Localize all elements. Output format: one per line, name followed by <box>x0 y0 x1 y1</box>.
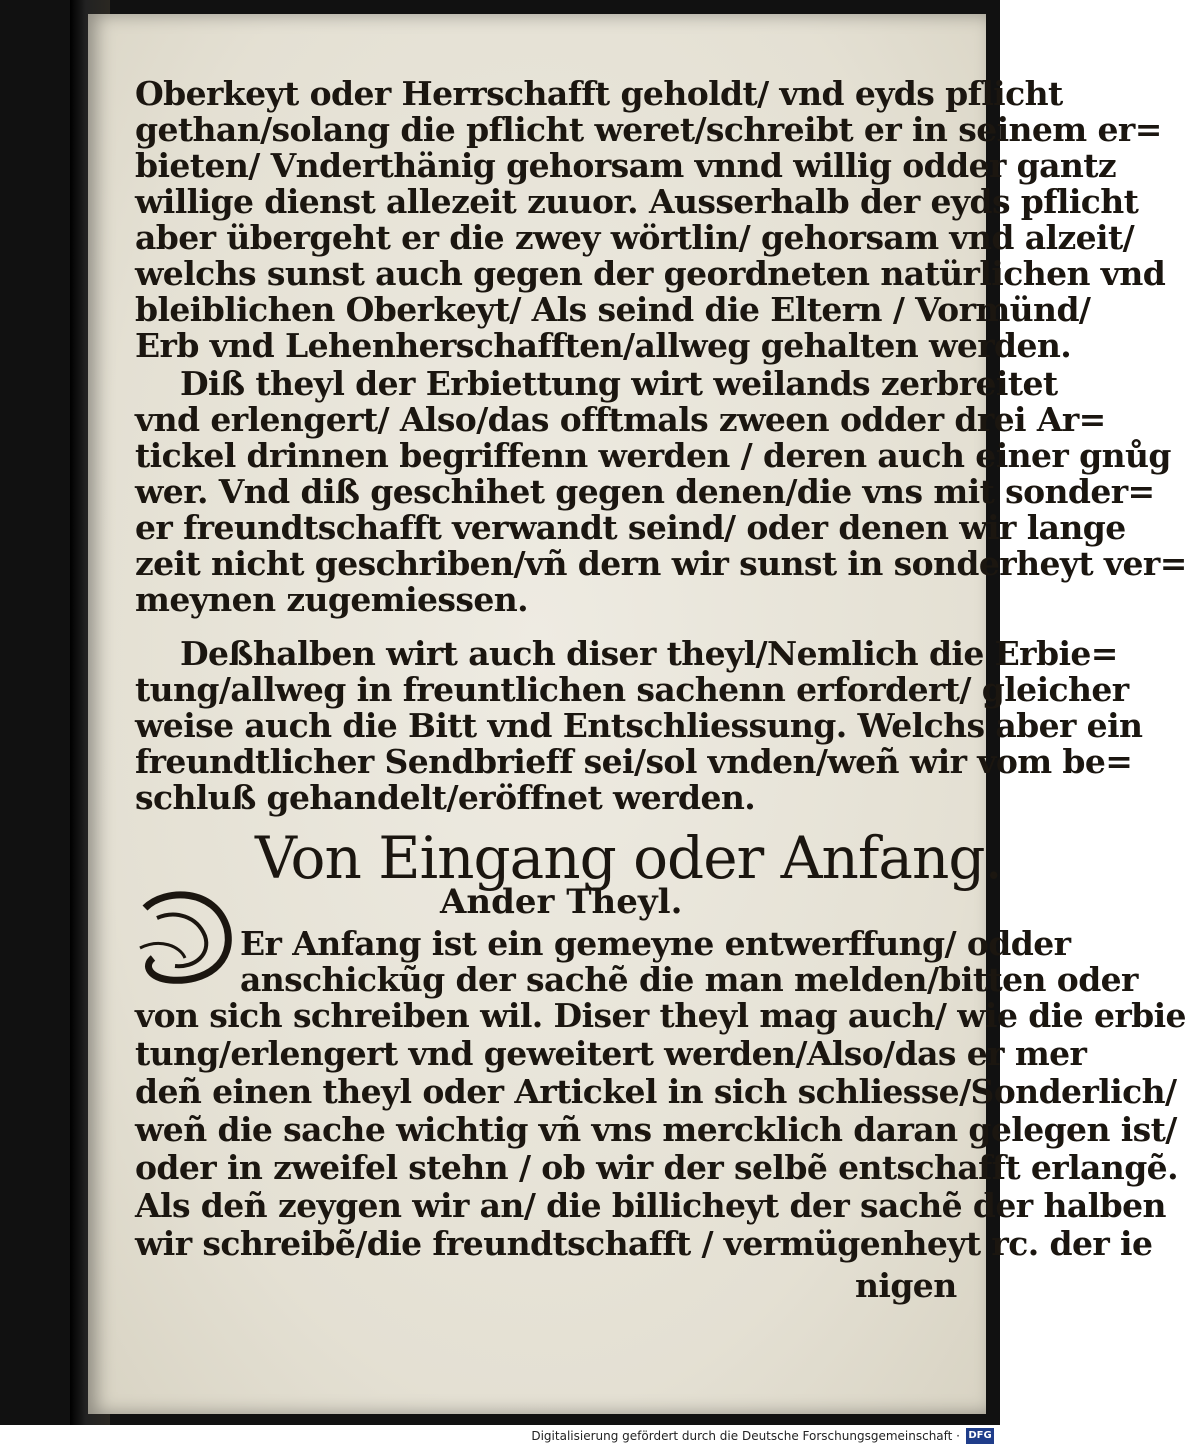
text-line: Erb vnd Lehenherschafften/allweg gehalten werden. <box>135 326 1072 365</box>
text-line: wer. Vnd diß geschihet gegen denen/die vns mit sonder= <box>135 472 1155 511</box>
text-line: anschickũg der sachẽ die man melden/bitten oder <box>240 960 1138 999</box>
chapter-heading: Von Eingang oder Anfang. <box>255 824 1002 892</box>
text-line: Als deñ zeygen wir an/ die billicheyt der sachẽ der halben <box>135 1186 1166 1225</box>
text-line: Er Anfang ist ein gemeyne entwerffung/ odder <box>240 924 1071 963</box>
text-line: Oberkeyt oder Herrschafft geholdt/ vnd eyds pflicht <box>135 74 1063 113</box>
text-line: bieten/ Vnderthänig gehorsam vnnd willig odder gantz <box>135 146 1117 185</box>
text-line: Diß theyl der Erbiettung wirt weilands zerbreitet <box>180 364 1058 403</box>
text-line: zeit nicht geschriben/vñ dern wir sunst in sonderheyt ver= <box>135 544 1187 583</box>
chapter-subheading: Ander Theyl. <box>440 882 683 922</box>
text-line: weise auch die Bitt vnd Entschliessung. Welchs aber ein <box>135 706 1143 745</box>
text-line: bleiblichen Oberkeyt/ Als seind die Eltern / Vormünd/ <box>135 290 1091 329</box>
dfg-logo-icon: DFG <box>966 1428 994 1444</box>
footer-bar <box>0 1425 1000 1448</box>
catchword: nigen <box>855 1266 957 1305</box>
text-line: aber übergeht er die zwey wörtlin/ gehorsam vnd alzeit/ <box>135 218 1135 257</box>
text-line: tung/allweg in freuntlichen sachenn erfordert/ gleicher <box>135 670 1129 709</box>
text-line: er freundtschafft verwandt seind/ oder denen wir lange <box>135 508 1126 547</box>
text-line: von sich schreiben wil. Diser theyl mag auch/ wie die erbie <box>135 996 1186 1035</box>
text-line: oder in zweifel stehn / ob wir der selbẽ entschafft erlangẽ. <box>135 1148 1178 1187</box>
text-line: vnd erlengert/ Also/das offtmals zween odder drei Ar= <box>135 400 1106 439</box>
text-line: wir schreibẽ/die freundtschafft / vermügenheyt rc. der ie <box>135 1224 1153 1263</box>
text-line: tickel drinnen begriffenn werden / deren auch einer gnůg <box>135 436 1171 475</box>
text-line: welchs sunst auch gegen der geordneten natürlichen vnd <box>135 254 1166 293</box>
text-line: Deßhalben wirt auch diser theyl/Nemlich die Erbie= <box>180 634 1118 673</box>
text-line: freundtlicher Sendbrieff sei/sol vnden/weñ wir vom be= <box>135 742 1133 781</box>
text-line: deñ einen theyl oder Artickel in sich schliesse/Sonderlich/ <box>135 1072 1177 1111</box>
text-line: gethan/solang die pflicht weret/schreibt er in seinem er= <box>135 110 1162 149</box>
text-line: tung/erlengert vnd geweitert werden/Also/das er mer <box>135 1034 1087 1073</box>
text-line: schluß gehandelt/eröffnet werden. <box>135 778 756 817</box>
text-line: weñ die sache wichtig vñ vns mercklich daran gelegen ist/ <box>135 1110 1177 1149</box>
footer-credit: Digitalisierung gefördert durch die Deutsche Forschungsgemeinschaft · <box>531 1429 960 1443</box>
text-line: willige dienst allezeit zuuor. Ausserhalb der eyds pflicht <box>135 182 1139 221</box>
decorated-initial <box>135 888 235 988</box>
text-line: meynen zugemiessen. <box>135 580 529 619</box>
